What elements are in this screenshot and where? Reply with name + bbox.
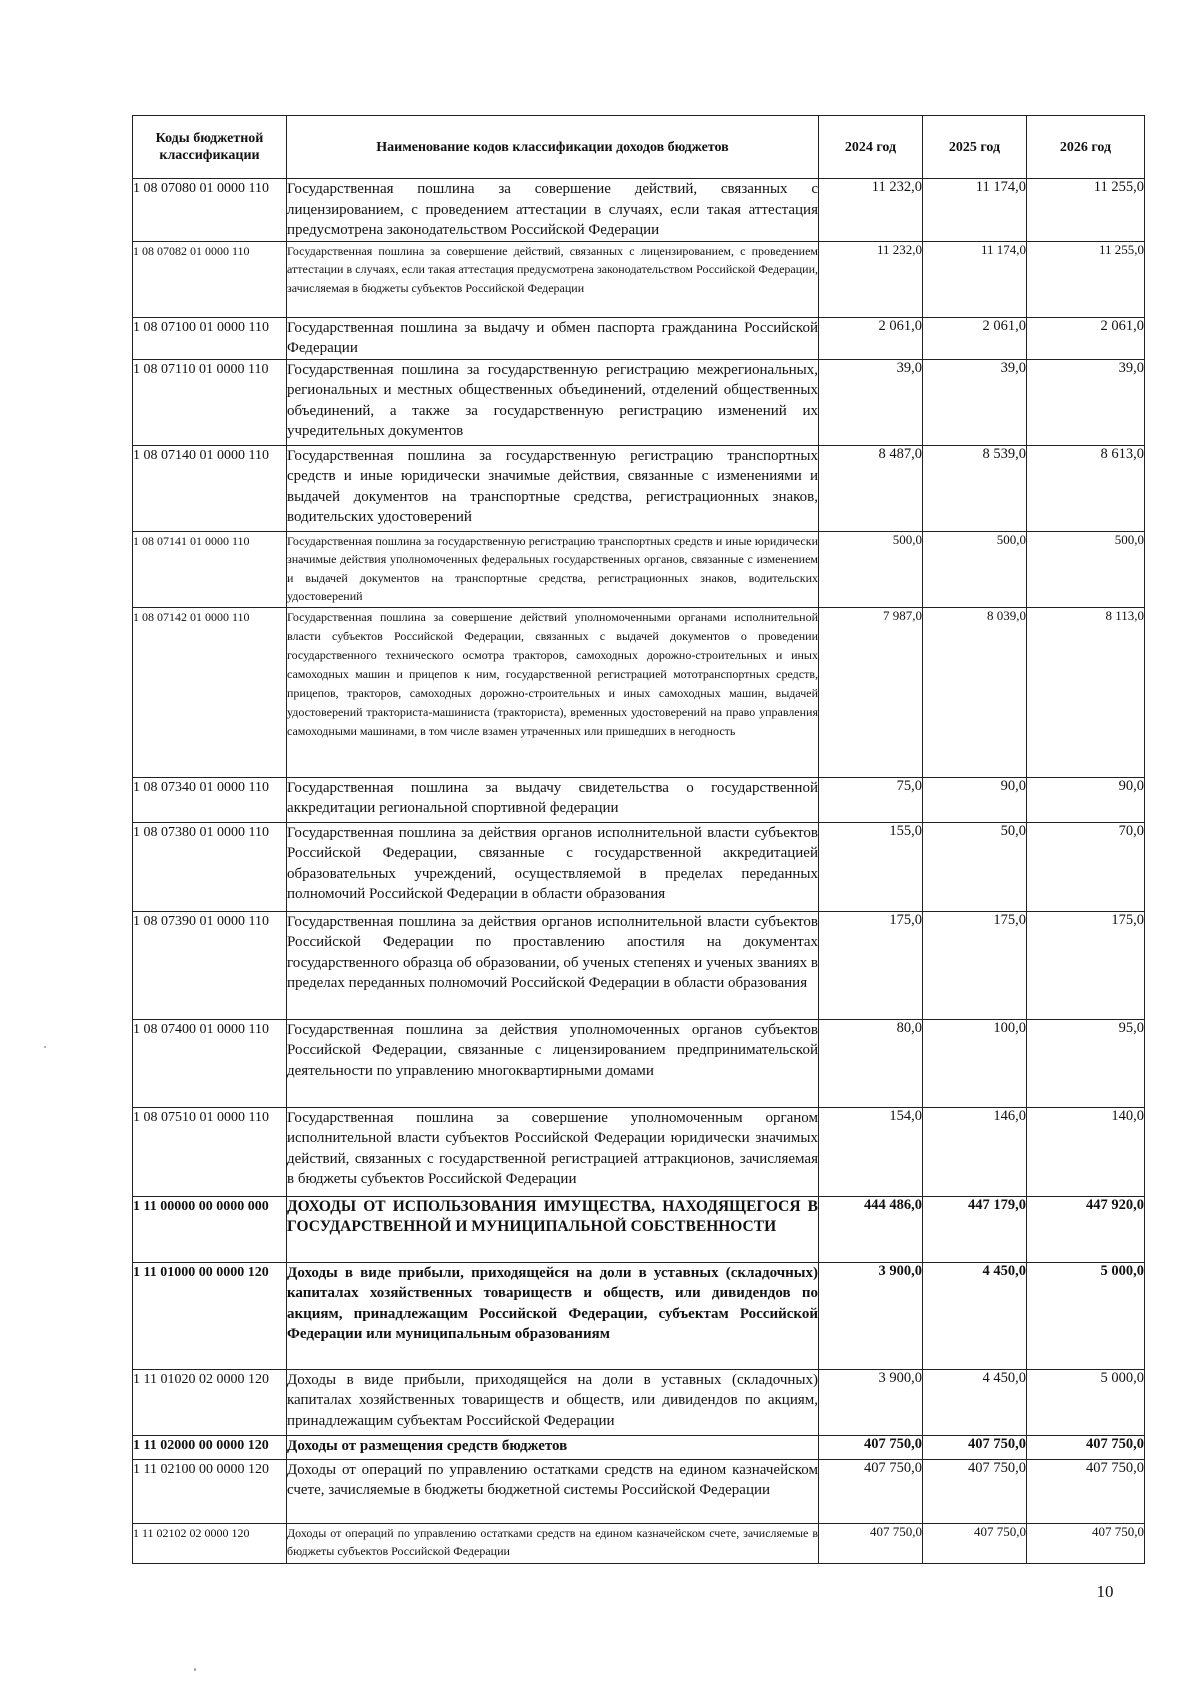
table-row — [133, 359, 1145, 445]
row-value-2025: 11 174,0 — [923, 179, 1027, 242]
row-value-2024: 39,0 — [819, 359, 923, 445]
row-value-2025: 407 750,0 — [923, 1523, 1027, 1563]
row-name: Государственная пошлина за государственную регистрацию транспортных средств и иные юридически значимые действия, связанные с изменениями и выдачей документов на транспортные средства, регистрационных знаков, водительских удостоверений — [287, 445, 819, 531]
row-value-2024: 80,0 — [819, 1019, 923, 1107]
row-value-2026: 140,0 — [1027, 1107, 1145, 1196]
row-code: 1 08 07380 01 0000 110 — [133, 822, 287, 911]
header-2026: 2026 год — [1027, 116, 1145, 179]
row-code: 1 11 02100 00 0000 120 — [133, 1459, 287, 1523]
row-value-2025: 90,0 — [923, 777, 1027, 822]
row-value-2026: 95,0 — [1027, 1019, 1145, 1107]
row-value-2025: 8 039,0 — [923, 607, 1027, 777]
row-name: Доходы от операций по управлению остатками средств на едином казначейском счете, зачисляемые в бюджеты субъектов Российской Федерации — [287, 1523, 819, 1563]
row-value-2024: 407 750,0 — [819, 1459, 923, 1523]
row-value-2025: 50,0 — [923, 822, 1027, 911]
table-row — [133, 607, 1145, 777]
row-value-2024: 3 900,0 — [819, 1262, 923, 1369]
row-name: Государственная пошлина за совершение действий, связанных с лицензированием, с проведением аттестации в случаях, если такая аттестация предусмотрена законодательством Российской Федерации — [287, 179, 819, 242]
row-code: 1 08 07110 01 0000 110 — [133, 359, 287, 445]
row-name: Государственная пошлина за выдачу и обмен паспорта гражданина Российской Федерации — [287, 317, 819, 359]
row-name: Государственная пошлина за выдачу свидетельства о государственной аккредитации региональной спортивной федерации — [287, 777, 819, 822]
row-value-2025: 500,0 — [923, 531, 1027, 607]
row-name: Государственная пошлина за совершение действий уполномоченными органами исполнительной власти субъектов Российской Федерации, связанных с выдачей документов о проведении государственного технического осмотра тракторов, самоходных дорожно-строительных и иных самоходных машин и прицепов к ним, государственной регистрацией мототранспортных средств, прицепов, тракторов, самоходных дорожно-строительных и иных самоходных машин, выдачей удостоверений тракториста-машиниста (тракториста), временных удостоверений на право управления самоходными машинами, в том числе взамен утраченных или пришедших в негодность — [287, 607, 819, 777]
table-row — [133, 822, 1145, 911]
table-row — [133, 1369, 1145, 1435]
row-value-2025: 407 750,0 — [923, 1435, 1027, 1459]
row-name: Доходы в виде прибыли, приходящейся на доли в уставных (складочных) капиталах хозяйственных товариществ и обществ, или дивидендов по акциям, принадлежащим Российской Федерации, субъектам Российской Федерации или муниципальным образованиям — [287, 1262, 819, 1369]
row-value-2026: 500,0 — [1027, 531, 1145, 607]
row-name: Государственная пошлина за действия органов исполнительной власти субъектов Российской Федерации по проставлению апостиля на документах государственного образца об образовании, об ученых степенях и ученых званиях в пределах переданных полномочий Российской Федерации в области образования — [287, 911, 819, 1019]
table-row — [133, 1107, 1145, 1196]
row-value-2025: 2 061,0 — [923, 317, 1027, 359]
row-code: 1 08 07400 01 0000 110 — [133, 1019, 287, 1107]
row-name: Доходы в виде прибыли, приходящейся на доли в уставных (складочных) капиталах хозяйственных товариществ и обществ, или дивидендов по акциям, принадлежащим субъектам Российской Федерации — [287, 1369, 819, 1435]
row-value-2024: 7 987,0 — [819, 607, 923, 777]
row-value-2025: 4 450,0 — [923, 1369, 1027, 1435]
table-row-subsection — [133, 1262, 1145, 1369]
page-number: 10 — [1096, 1582, 1114, 1601]
row-value-2025: 100,0 — [923, 1019, 1027, 1107]
table-row — [133, 445, 1145, 531]
budget-revenue-table — [132, 115, 1145, 1564]
row-name: Государственная пошлина за совершение уполномоченным органом исполнительной власти субъектов Российской Федерации юридически значимых действий, связанных с государственной регистрацией аттракционов, зачисляемая в бюджеты субъектов Российской Федерации — [287, 1107, 819, 1196]
row-value-2026: 5 000,0 — [1027, 1369, 1145, 1435]
table-row-section — [133, 1196, 1145, 1262]
row-value-2026: 2 061,0 — [1027, 317, 1145, 359]
row-code: 1 11 02102 02 0000 120 — [133, 1523, 287, 1563]
row-value-2025: 8 539,0 — [923, 445, 1027, 531]
row-value-2024: 3 900,0 — [819, 1369, 923, 1435]
row-value-2024: 155,0 — [819, 822, 923, 911]
row-value-2024: 154,0 — [819, 1107, 923, 1196]
header-2024: 2024 год — [819, 116, 923, 179]
header-name: Наименование кодов классификации доходов бюджетов — [287, 116, 819, 179]
row-value-2024: 75,0 — [819, 777, 923, 822]
row-code: 1 08 07142 01 0000 110 — [133, 607, 287, 777]
row-value-2024: 2 061,0 — [819, 317, 923, 359]
table-row — [133, 1523, 1145, 1563]
row-code: 1 08 07141 01 0000 110 — [133, 531, 287, 607]
row-value-2024: 175,0 — [819, 911, 923, 1019]
table-row — [133, 241, 1145, 317]
row-value-2026: 11 255,0 — [1027, 179, 1145, 242]
row-name: Доходы от размещения средств бюджетов — [287, 1435, 819, 1459]
row-value-2025: 407 750,0 — [923, 1459, 1027, 1523]
row-code: 1 08 07080 01 0000 110 — [133, 179, 287, 242]
row-code: 1 11 02000 00 0000 120 — [133, 1435, 287, 1459]
table-row — [133, 911, 1145, 1019]
row-code: 1 11 00000 00 0000 000 — [133, 1196, 287, 1262]
row-value-2026: 8 613,0 — [1027, 445, 1145, 531]
table-header-row — [133, 116, 1145, 179]
row-value-2026: 5 000,0 — [1027, 1262, 1145, 1369]
table-row — [133, 1019, 1145, 1107]
row-value-2024: 11 232,0 — [819, 179, 923, 242]
row-code: 1 08 07100 01 0000 110 — [133, 317, 287, 359]
header-2025: 2025 год — [923, 116, 1027, 179]
row-value-2025: 39,0 — [923, 359, 1027, 445]
row-code: 1 08 07082 01 0000 110 — [133, 241, 287, 317]
table-row-subsection — [133, 1435, 1145, 1459]
table-row — [133, 531, 1145, 607]
row-name: Государственная пошлина за совершение действий, связанных с лицензированием, с проведением аттестации в случаях, если такая аттестация предусмотрена законодательством Российской Федерации, зачисляемая в бюджеты субъектов Российской Федерации — [287, 241, 819, 317]
row-name: Государственная пошлина за государственную регистрацию транспортных средств и иные юридически значимые действия уполномоченных федеральных государственных органов, связанные с изменением и выдачей документов на транспортные средства, регистрационных знаков, водительских удостоверений — [287, 531, 819, 607]
table-row — [133, 179, 1145, 242]
row-value-2026: 447 920,0 — [1027, 1196, 1145, 1262]
row-value-2025: 146,0 — [923, 1107, 1027, 1196]
row-code: 1 08 07390 01 0000 110 — [133, 911, 287, 1019]
header-code: Коды бюджетной классификации — [133, 116, 287, 179]
row-value-2024: 11 232,0 — [819, 241, 923, 317]
row-value-2026: 8 113,0 — [1027, 607, 1145, 777]
scan-speck — [44, 1046, 46, 1048]
row-value-2025: 4 450,0 — [923, 1262, 1027, 1369]
row-code: 1 08 07510 01 0000 110 — [133, 1107, 287, 1196]
scan-speck — [194, 1668, 196, 1671]
row-value-2026: 90,0 — [1027, 777, 1145, 822]
row-value-2026: 11 255,0 — [1027, 241, 1145, 317]
row-code: 1 08 07140 01 0000 110 — [133, 445, 287, 531]
row-value-2024: 500,0 — [819, 531, 923, 607]
row-name: Доходы от операций по управлению остатками средств на едином казначейском счете, зачисляемые в бюджеты бюджетной системы Российской Федерации — [287, 1459, 819, 1523]
row-value-2026: 70,0 — [1027, 822, 1145, 911]
row-value-2024: 444 486,0 — [819, 1196, 923, 1262]
row-value-2024: 407 750,0 — [819, 1435, 923, 1459]
row-value-2025: 175,0 — [923, 911, 1027, 1019]
row-value-2026: 407 750,0 — [1027, 1523, 1145, 1563]
row-name: Государственная пошлина за действия органов исполнительной власти субъектов Российской Федерации, связанные с государственной аккредитацией образовательных учреждений, осуществляемой в пределах переданных полномочий Российской Федерации в области образования — [287, 822, 819, 911]
row-value-2025: 447 179,0 — [923, 1196, 1027, 1262]
row-name: Государственная пошлина за действия уполномоченных органов субъектов Российской Федерации, связанные с лицензированием предпринимательской деятельности по управлению многоквартирными домами — [287, 1019, 819, 1107]
row-name: Государственная пошлина за государственную регистрацию межрегиональных, региональных и местных общественных объединений, отделений общественных объединений, а также за государственную регистрацию изменений их учредительных документов — [287, 359, 819, 445]
row-value-2025: 11 174,0 — [923, 241, 1027, 317]
table-row — [133, 317, 1145, 359]
row-code: 1 08 07340 01 0000 110 — [133, 777, 287, 822]
row-code: 1 11 01020 02 0000 120 — [133, 1369, 287, 1435]
row-value-2024: 407 750,0 — [819, 1523, 923, 1563]
row-value-2026: 407 750,0 — [1027, 1459, 1145, 1523]
row-value-2026: 175,0 — [1027, 911, 1145, 1019]
row-value-2024: 8 487,0 — [819, 445, 923, 531]
row-name: ДОХОДЫ ОТ ИСПОЛЬЗОВАНИЯ ИМУЩЕСТВА, НАХОДЯЩЕГОСЯ В ГОСУДАРСТВЕННОЙ И МУНИЦИПАЛЬНОЙ СОБСТВЕННОСТИ — [287, 1196, 819, 1262]
table-row — [133, 1459, 1145, 1523]
row-code: 1 11 01000 00 0000 120 — [133, 1262, 287, 1369]
row-value-2026: 39,0 — [1027, 359, 1145, 445]
row-value-2026: 407 750,0 — [1027, 1435, 1145, 1459]
table-row — [133, 777, 1145, 822]
